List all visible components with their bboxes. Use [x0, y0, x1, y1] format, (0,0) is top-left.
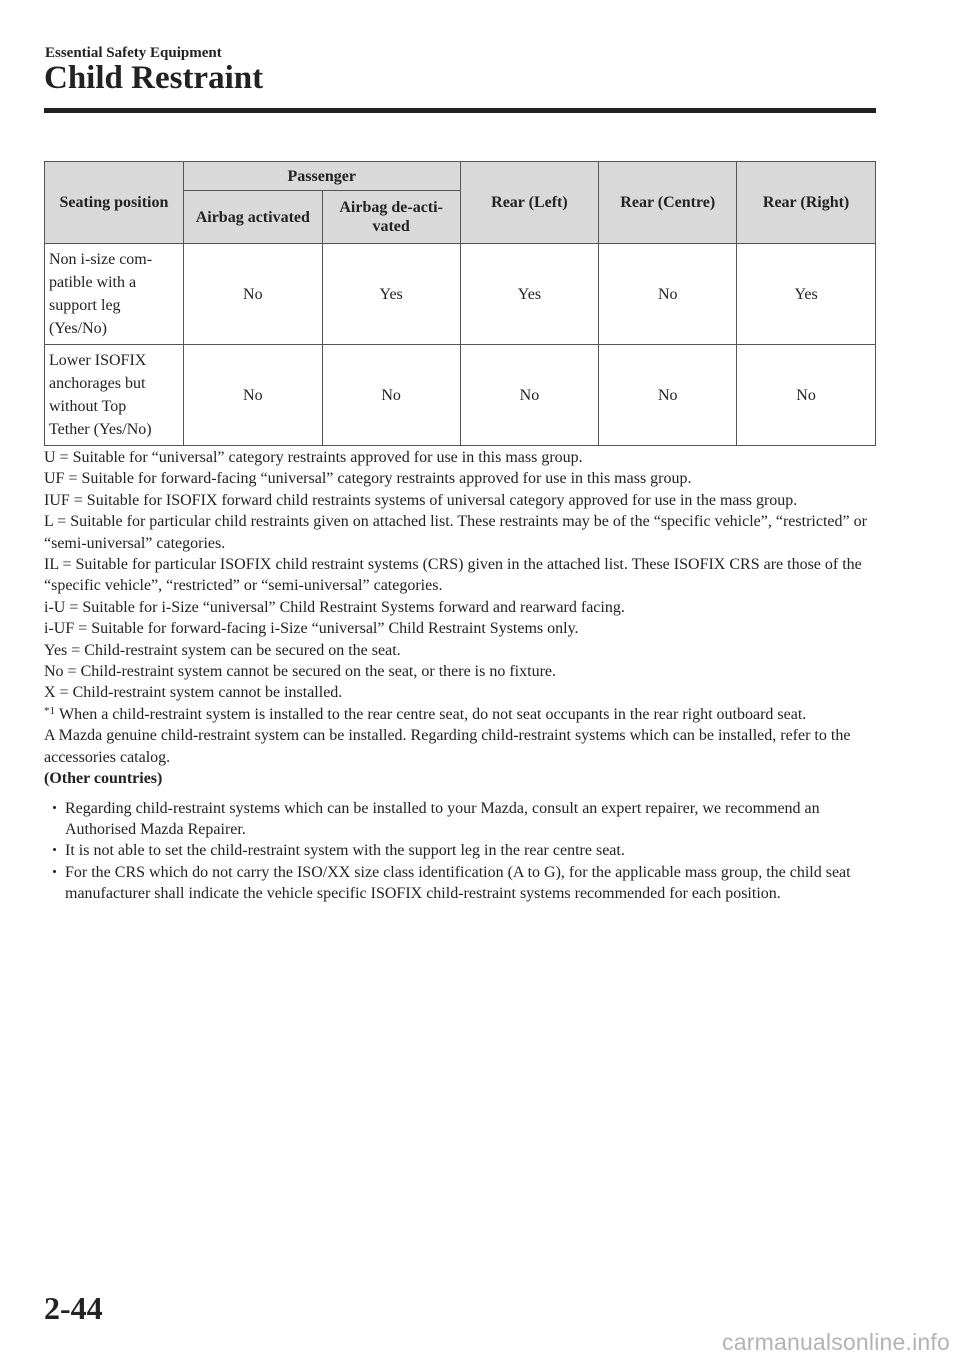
page-number: 2-44 — [44, 1290, 103, 1326]
header-airbag-deactivated: Airbag de-acti-vated — [322, 191, 460, 244]
definition-text: X = Child-restraint system cannot be installed. — [44, 684, 343, 702]
list-item — [44, 862, 874, 905]
definition-text: i-UF = Suitable for forward-facing i-Size “universal” Child Restraint Systems only. — [44, 620, 579, 638]
definition-text: UF = Suitable for forward-facing “universal” category restraints approved for use in this mass group. — [44, 470, 692, 488]
title-rule — [44, 108, 876, 113]
row-label-line: Lower ISOFIX — [49, 352, 147, 369]
header-rear-right: Rear (Right) — [737, 162, 876, 244]
footnote-marker: *1 — [44, 704, 55, 717]
cell-value: No — [737, 345, 876, 446]
row-label — [45, 244, 184, 345]
cell-value: No — [183, 244, 322, 345]
footnote-text: When a child-restraint system is installed to the rear centre seat, do not seat occupants in the rear right outboard seat. — [59, 705, 807, 723]
header-rear-left: Rear (Left) — [460, 162, 599, 244]
bullet-text: Regarding child-restraint systems which can be installed to your Mazda, consult an expert repairer, we recommend an Authorised Mazda Repairer. — [65, 799, 820, 838]
notes-section — [44, 447, 874, 905]
list-item — [44, 840, 874, 861]
cell-value: Yes — [322, 244, 460, 345]
header-passenger: Passenger — [183, 162, 460, 191]
genuine-note: A Mazda genuine child-restraint system can be installed. Regarding child-restraint systems which can be installed, refer to the accessories catalog. — [44, 727, 851, 766]
row-label-line: (Yes/No) — [49, 320, 107, 337]
bullet-icon — [53, 806, 56, 809]
definition-text: IUF = Suitable for ISOFIX forward child restraints systems of universal category approved for use in the mass group. — [44, 491, 798, 509]
row-label-line: support leg — [49, 297, 121, 314]
table-row — [45, 244, 876, 345]
definition-text: Yes = Child-restraint system can be secured on the seat. — [44, 641, 401, 659]
cell-value: Yes — [460, 244, 599, 345]
footnote — [44, 704, 874, 725]
section-label: Essential Safety Equipment — [45, 45, 222, 61]
other-countries-heading: (Other countries) — [44, 770, 163, 788]
page-title: Child Restraint — [44, 60, 264, 96]
row-label-line: Tether (Yes/No) — [49, 421, 152, 438]
cell-value: No — [322, 345, 460, 446]
cell-value: No — [460, 345, 599, 446]
bullet-icon — [53, 870, 56, 873]
list-item — [44, 798, 874, 841]
watermark: carmanualsonline.info — [722, 1329, 950, 1355]
definition-text: i-U = Suitable for i-Size “universal” Child Restraint Systems forward and rearward facing. — [44, 598, 625, 616]
cell-value: Yes — [737, 244, 876, 345]
header-seating-position: Seating position — [45, 162, 184, 244]
bullet-icon — [53, 848, 56, 851]
bullet-text: It is not able to set the child-restraint system with the support leg in the rear centre seat. — [65, 842, 625, 860]
definition-text: IL = Suitable for particular ISOFIX child restraint systems (CRS) given in the attached list. These ISOFIX CRS are those of the “specific vehicle”, “restricted” or “semi-universal” categories. — [44, 556, 862, 595]
definition-text: No = Child-restraint system cannot be secured on the seat, or there is no fixture. — [44, 663, 556, 681]
cell-value: No — [183, 345, 322, 446]
header-rear-centre: Rear (Centre) — [599, 162, 737, 244]
row-label-line: Non i-size com- — [49, 251, 153, 268]
cell-value: No — [599, 244, 737, 345]
table-row — [45, 345, 876, 446]
row-label — [45, 345, 184, 446]
child-restraint-table — [44, 161, 876, 446]
definition-text: U = Suitable for “universal” category restraints approved for use in this mass group. — [44, 449, 583, 466]
bullet-text: For the CRS which do not carry the ISO/XX size class identification (A to G), for the applicable mass group, the child seat manufacturer shall indicate the vehicle specific ISOFIX child-restraint systems recommended for each position. — [65, 863, 851, 903]
row-label-line: anchorages but — [49, 375, 146, 392]
definition-text: L = Suitable for particular child restraints given on attached list. These restraints may be of the “specific vehicle”, “restricted” or “semi-universal” categories. — [44, 513, 867, 552]
bullet-list — [44, 798, 874, 905]
header-airbag-activated: Airbag activated — [183, 191, 322, 244]
cell-value: No — [599, 345, 737, 446]
row-label-line: patible with a — [49, 274, 137, 291]
row-label-line: without Top — [49, 398, 127, 415]
